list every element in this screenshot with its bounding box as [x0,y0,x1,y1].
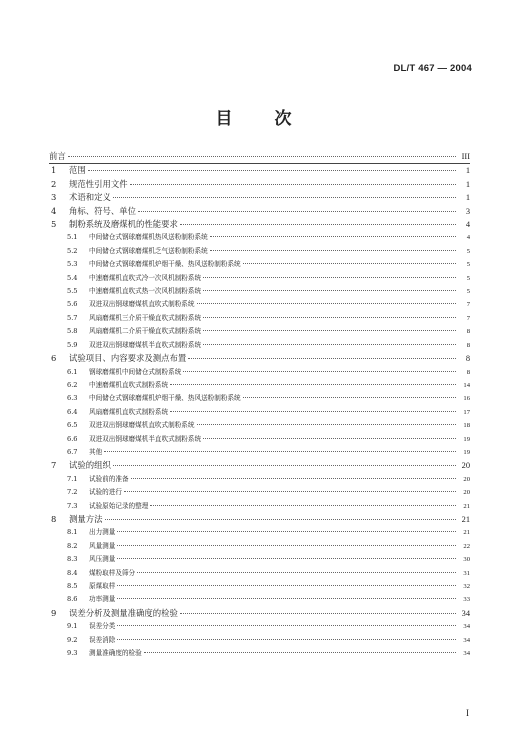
toc-entry-number: 6.4 [67,407,78,416]
dot-leader [170,411,456,412]
dot-leader [243,263,456,264]
toc-entry[interactable] [49,446,470,459]
toc-entry[interactable] [49,526,470,539]
toc-entry-number: 9.1 [67,622,78,631]
toc-entry[interactable] [49,500,470,513]
toc-entry[interactable] [49,553,470,566]
toc-entry[interactable] [49,366,470,379]
toc-entry[interactable] [49,607,470,620]
toc-entry[interactable] [49,325,470,338]
toc-entry[interactable] [49,245,470,258]
toc-entry-number: 8.5 [67,582,78,590]
toc-entry-title: 前言 [49,151,66,161]
toc-entry-title: 风量测量 [89,541,116,550]
toc-entry-title: 钢球磨煤机中间储仓式制粉系统 [89,367,182,376]
toc-entry-title: 双进双出钢球磨煤机直吹式制粉系统 [89,300,195,309]
toc-entry-title: 风扇磨煤机二介质干燥直吹式制粉系统 [89,327,202,336]
toc-entry-page: 20 [463,489,470,497]
toc-entry-page: 21 [463,529,470,537]
toc-entry-number: 4 [51,205,57,216]
toc-entry-title: 中间储仓式钢球磨煤机炉烟干燥、热风送粉制粉系统 [89,260,241,269]
toc-entry-title: 测量准确度的检验 [89,649,142,658]
toc-entry-title: 中间储仓式钢球磨煤机炉烟干燥、热风送粉制粉系统 [89,394,241,403]
toc-entry-page: 34 [463,636,470,644]
toc-entry-number: 7.3 [67,501,78,510]
toc-entry[interactable] [49,352,470,365]
toc-entry-number: 5.1 [67,233,78,242]
toc-entry-page: 19 [463,448,470,456]
toc-entry-number: 6.3 [67,394,78,403]
toc-entry-page: 8 [466,328,470,336]
page-title: 目 次 [215,109,310,129]
toc-entry[interactable] [49,150,470,163]
toc-entry-number: 7.2 [67,488,78,497]
toc-entry[interactable] [49,164,470,177]
toc-entry-number: 6 [51,353,57,364]
dot-leader [117,558,456,559]
toc-entry-title: 规范性引用文件 [69,178,128,189]
toc-entry-number: 9.2 [67,635,78,644]
toc-entry-title: 双进双出钢球磨煤机半直吹式制粉系统 [89,434,202,443]
dot-leader [183,371,456,372]
dot-leader [117,625,456,626]
toc-entry-page: 33 [463,596,470,604]
toc-entry-page: 7 [466,314,470,322]
toc-entry[interactable] [49,580,470,593]
toc-entry-title: 原煤取样 [89,582,116,590]
toc-entry-title: 测量方法 [69,513,103,524]
toc-entry-number: 8.3 [67,555,78,564]
toc-entry[interactable] [49,339,470,352]
toc-entry-number: 6.6 [67,434,78,443]
dot-leader [197,424,457,425]
dot-leader [203,277,456,278]
toc-entry-title: 试验项目、内容要求及测点布置 [69,353,187,364]
toc-entry-title: 中速磨煤机直吹式冷一次风机制粉系统 [89,273,202,282]
toc-entry-title: 风扇磨煤机三介质干燥直吹式制粉系统 [89,313,202,322]
toc-entry-number: 5.2 [67,246,78,255]
dot-leader [138,211,456,212]
toc-entry-page: III [461,152,470,161]
dot-leader [113,465,456,466]
toc-entry-title: 双进双出钢球磨煤机直吹式制粉系统 [89,421,195,430]
toc-entry-title: 角标、符号、单位 [69,205,136,216]
toc-entry-number: 7 [51,460,57,471]
toc-entry[interactable] [49,392,470,405]
dot-leader [203,438,456,439]
toc-entry-title: 双进双出钢球磨煤机半直吹式制粉系统 [89,340,202,349]
table-of-contents [49,150,470,660]
toc-entry-number: 8.6 [67,595,78,604]
dot-leader [117,598,456,599]
toc-entry-number: 1 [51,165,57,176]
toc-entry-page: 21 [461,514,470,524]
toc-entry-title: 风扇磨煤机直吹式制粉系统 [89,407,169,416]
toc-entry[interactable] [49,258,470,271]
toc-entry-number: 5.5 [67,287,78,296]
toc-entry-number: 5.7 [67,313,78,322]
toc-entry-number: 6.7 [67,447,78,456]
toc-entry-number: 5 [51,219,57,230]
toc-entry-number: 9.3 [67,649,78,658]
dot-leader [131,478,456,479]
toc-entry-number: 7.1 [67,474,78,483]
toc-entry-page: 30 [463,556,470,564]
toc-entry[interactable] [49,634,470,647]
dot-leader [180,613,456,614]
dot-leader [210,236,456,237]
toc-entry[interactable] [49,231,470,244]
toc-entry-title: 中速磨煤机直吹式制粉系统 [89,380,169,389]
toc-entry-title: 出力测量 [89,528,116,537]
toc-entry[interactable] [49,647,470,660]
toc-entry-page: 8 [466,368,470,376]
toc-entry-page: 1 [465,166,470,176]
dot-leader [180,224,456,225]
toc-entry-number: 9 [51,607,57,618]
toc-entry-page: 17 [463,408,470,416]
toc-entry-title: 误差分类 [89,622,116,631]
toc-entry[interactable] [49,593,470,606]
toc-entry-title: 煤粉取样及筛分 [89,568,136,577]
toc-entry-page: 20 [461,461,470,471]
toc-entry-page: 20 [463,475,470,483]
dot-leader [144,652,456,653]
dot-leader [137,572,456,573]
toc-entry-page: 5 [466,247,470,255]
toc-entry-page: 8 [466,341,470,349]
dot-leader [188,358,456,359]
toc-entry-number: 2 [51,178,57,189]
toc-entry[interactable] [49,620,470,633]
toc-entry-page: 16 [463,395,470,403]
toc-entry-page: 19 [463,435,470,443]
toc-entry-page: 21 [463,502,470,510]
toc-entry[interactable] [49,312,470,325]
dot-leader [124,491,456,492]
toc-entry-title: 其他 [89,447,103,456]
dot-leader [104,451,456,452]
toc-entry[interactable] [49,513,470,526]
toc-entry-page: 5 [466,288,470,296]
dot-leader [203,290,456,291]
dot-leader [203,317,456,318]
toc-entry-title: 风压测量 [89,555,116,564]
toc-entry-title: 试验前的准备 [89,474,129,483]
dot-leader [243,397,456,398]
dot-leader [197,303,457,304]
toc-entry-page: 31 [463,569,470,577]
dot-leader [105,519,457,520]
toc-entry-number: 5.3 [67,260,78,269]
toc-entry-number: 8.2 [67,541,78,550]
toc-entry[interactable] [49,298,470,311]
toc-entry-title: 误差分析及测量准确度的检验 [69,607,178,618]
toc-entry-page: 1 [465,193,470,203]
document-number: DL/T 467 — 2004 [393,63,472,74]
toc-entry-page: 34 [463,650,470,658]
dot-leader [210,250,456,251]
toc-entry-page: 4 [466,234,470,242]
dot-leader [117,545,456,546]
toc-entry-title: 术语和定义 [69,192,111,203]
toc-entry[interactable] [49,178,470,191]
toc-entry-page: 22 [463,542,470,550]
page-number-footer: I [466,708,469,718]
toc-entry[interactable] [49,540,470,553]
toc-entry-title: 误差消除 [89,635,116,644]
toc-entry[interactable] [49,433,470,446]
toc-entry-number: 5.6 [67,300,78,309]
toc-entry-page: 34 [463,623,470,631]
toc-entry-title: 制粉系统及磨煤机的性能要求 [69,219,178,230]
toc-entry-title: 试验的组织 [69,460,111,471]
dot-leader [150,505,456,506]
toc-entry[interactable] [49,285,470,298]
dot-leader [203,330,456,331]
toc-entry-page: 7 [466,301,470,309]
toc-entry[interactable] [49,459,470,472]
toc-entry[interactable] [49,205,470,218]
toc-entry-page: 14 [463,381,470,389]
toc-entry-number: 6.5 [67,421,78,430]
toc-entry-number: 5.9 [67,340,78,349]
toc-entry-page: 18 [463,422,470,430]
dot-leader [117,639,456,640]
dot-leader [68,156,456,157]
dot-leader [113,197,456,198]
toc-entry-title: 试验的进行 [89,488,122,497]
dot-leader [117,585,456,586]
toc-entry-page: 8 [465,354,470,364]
toc-entry[interactable] [49,473,470,486]
toc-entry[interactable] [49,379,470,392]
toc-entry-title: 中速磨煤机直吹式热一次风机制粉系统 [89,287,202,296]
toc-entry-page: 5 [466,274,470,282]
toc-entry-page: 3 [465,206,470,216]
toc-entry-page: 5 [466,261,470,269]
toc-entry[interactable] [49,406,470,419]
toc-entry-page: 1 [465,179,470,189]
toc-entry[interactable] [49,567,470,580]
dot-leader [170,384,456,385]
toc-entry-title: 中间储仓式钢球磨煤机乏气送粉制粉系统 [89,246,208,255]
toc-entry[interactable] [49,486,470,499]
toc-entry-page: 34 [461,608,470,618]
toc-entry-number: 8 [51,513,57,524]
toc-entry-number: 5.8 [67,327,78,336]
toc-entry-title: 中间储仓式钢球磨煤机热风送粉制粉系统 [89,233,208,242]
toc-entry-number: 8.4 [67,568,78,577]
dot-leader [117,531,456,532]
toc-entry[interactable] [49,191,470,204]
toc-entry-title: 功率测量 [89,595,116,604]
dot-leader [88,170,456,171]
toc-entry-number: 6.1 [67,367,78,376]
toc-entry[interactable] [49,419,470,432]
toc-entry-title: 范围 [69,165,86,176]
dot-leader [130,184,456,185]
toc-entry-title: 试验原始记录的整理 [89,501,149,510]
toc-entry-number: 8.1 [67,528,78,537]
toc-entry-page: 4 [465,220,470,230]
toc-entry[interactable] [49,272,470,285]
dot-leader [203,344,456,345]
toc-entry-number: 3 [51,192,57,203]
toc-entry[interactable] [49,218,470,231]
toc-entry-number: 5.4 [67,273,78,282]
toc-entry-page: 32 [463,583,470,590]
toc-entry-number: 6.2 [67,380,78,389]
